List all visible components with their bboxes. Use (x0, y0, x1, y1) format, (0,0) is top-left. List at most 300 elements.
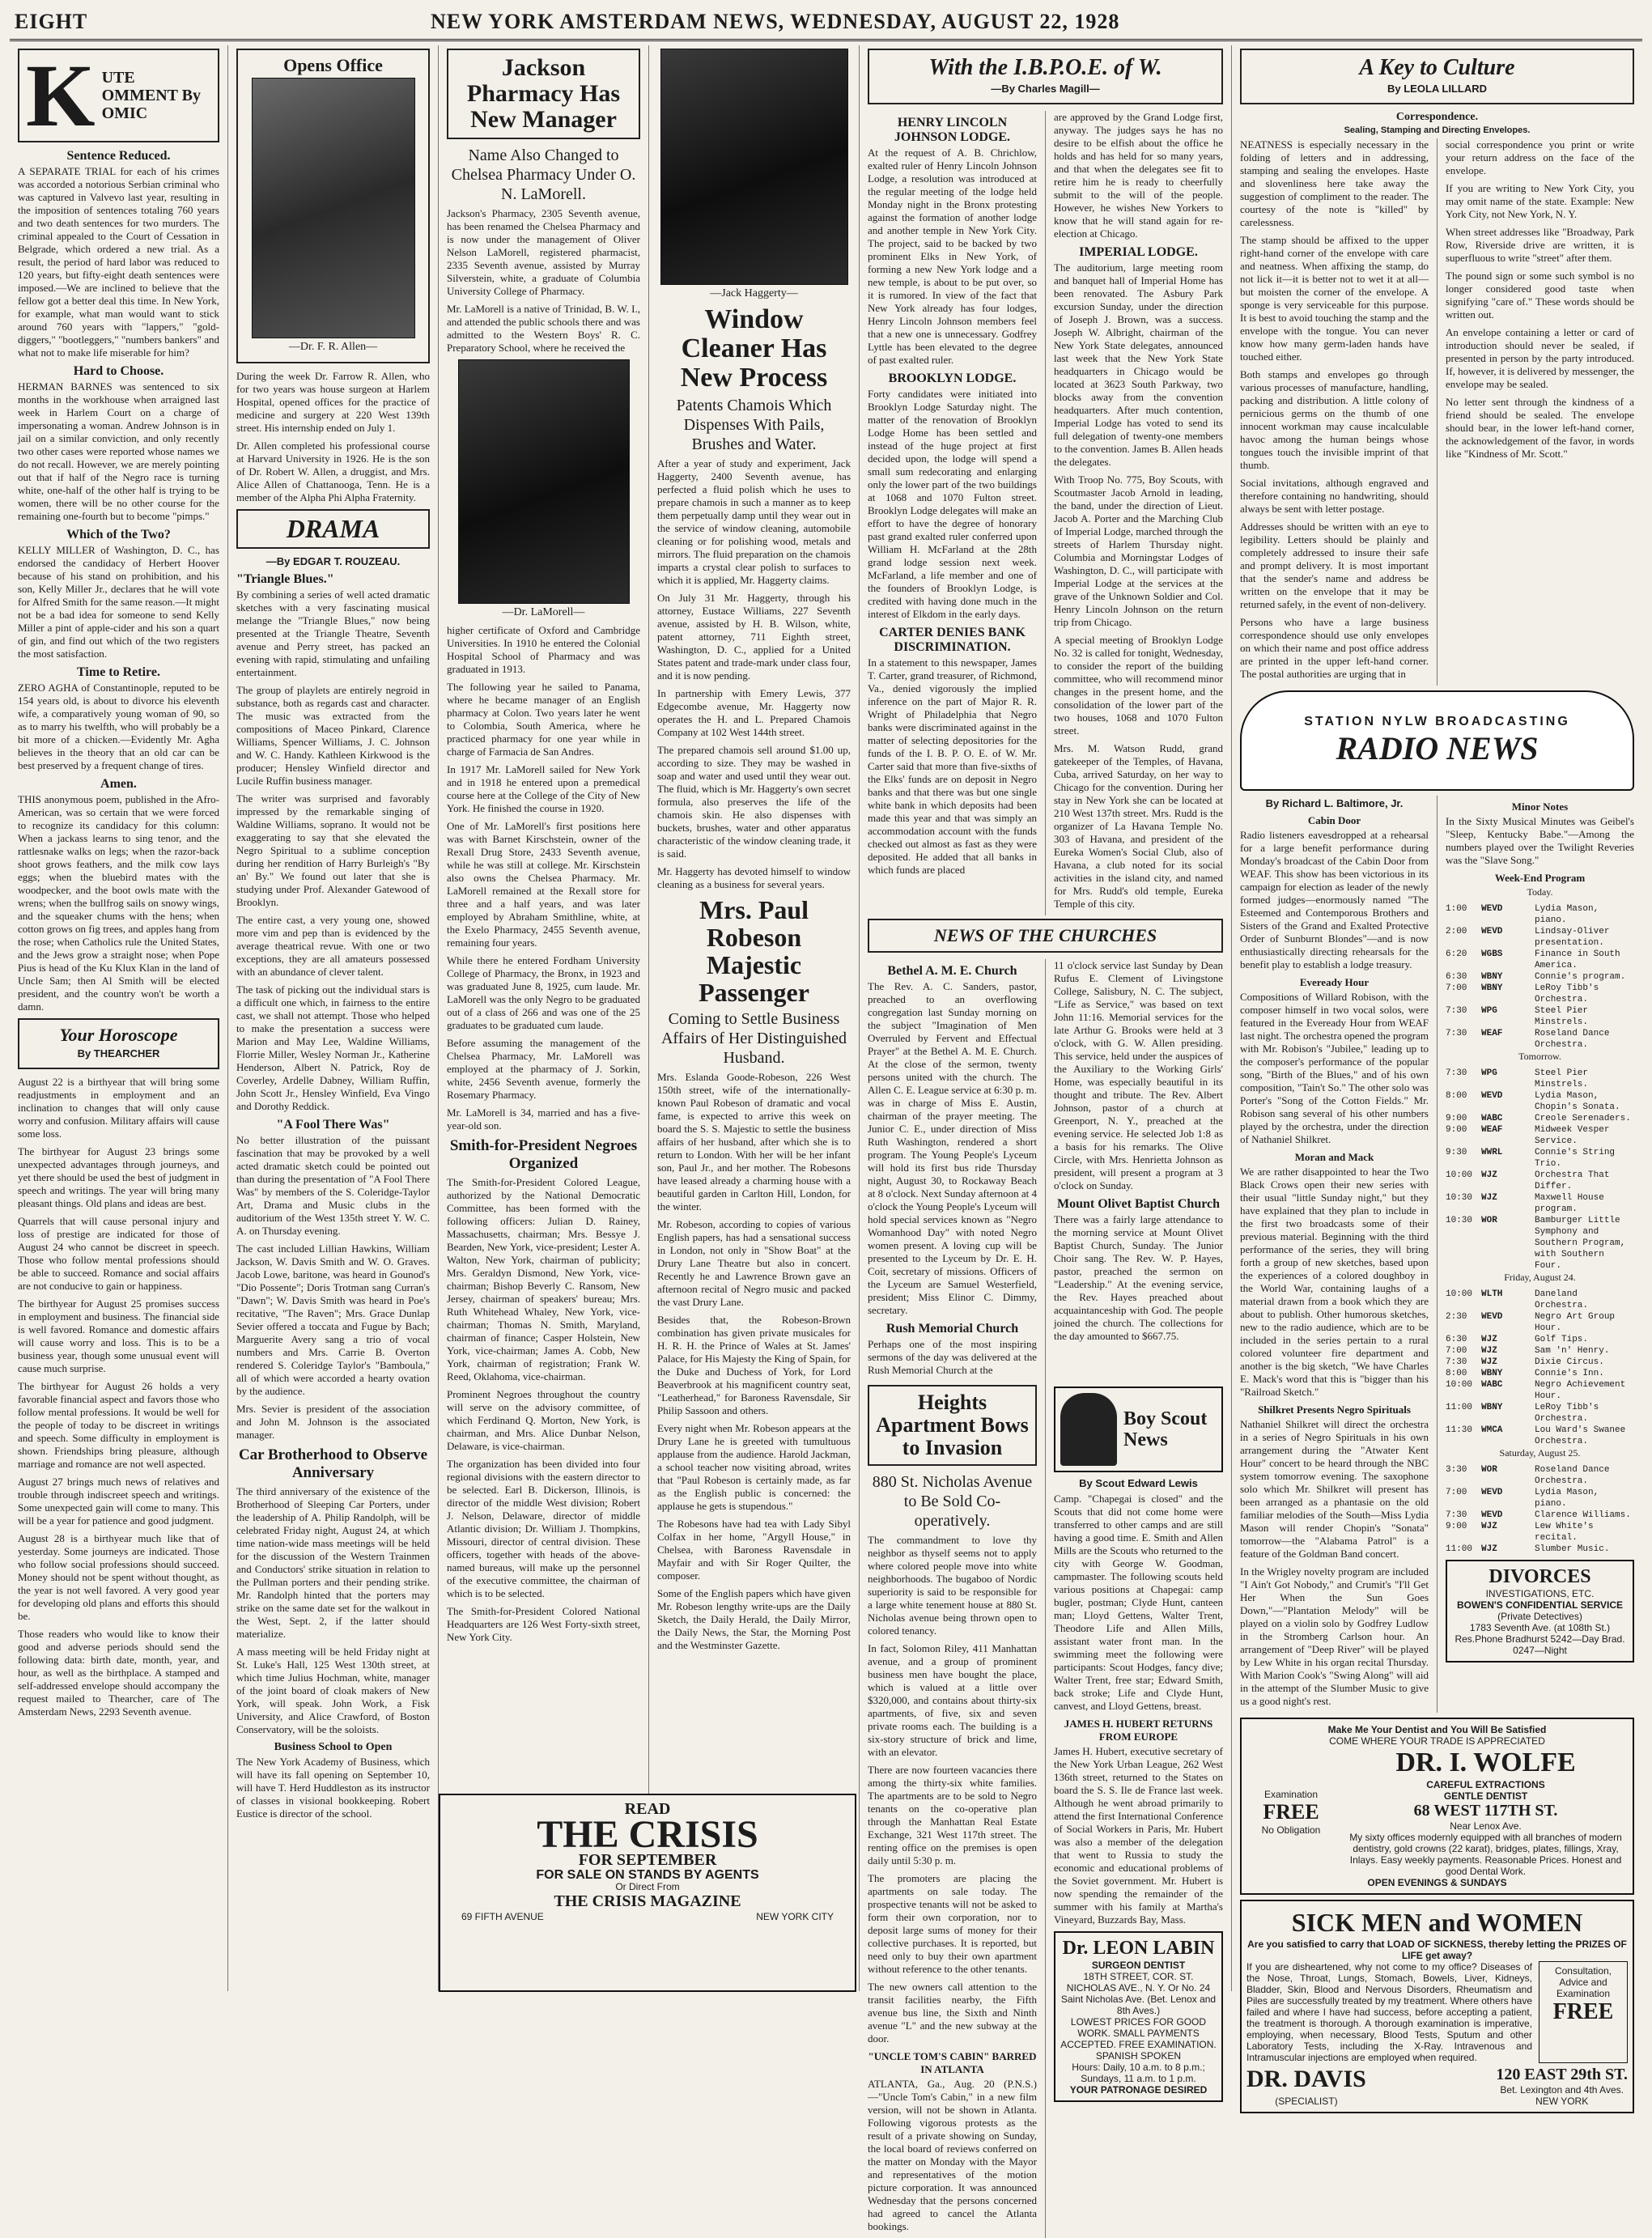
schedule-time: 10:00 (1446, 1170, 1473, 1180)
schedule-tomorrow (1446, 1068, 1634, 1272)
page-number: EIGHT (15, 10, 88, 33)
schedule-program: Maxwell House program. (1535, 1193, 1604, 1214)
schedule-program: Roseland Dance Orchestra. (1535, 1465, 1610, 1486)
column-jackson-pharmacy (439, 45, 649, 1991)
schedule-row (1446, 1170, 1634, 1192)
schedule-row (1446, 1289, 1634, 1311)
church-item-body: The Rev. A. C. Sanders, pastor, preached to an overflowing congregation last Sunday morning on the subject "Imagination of Men Overruled by Fervent and Effectual Prayer" at the Bethel A. M. E. Church. At the close of the sermon, twenty persons united with the church. The Allen C. E. League service at 6:30 p. m. was in charge of Miss E. Austin, chairman of the prayer meeting. The Junior C. E., under direction of Miss Ruth Washington, rendered a short program. The Young People's Lyceum will hold its first bus ride Thursday night, August 30, to Rockaway Beach at 8 o'clock. Next Sunday afternoon at 4 o'clock the Young People's Lyceum will hold special services known as "Negro Womanhood Day" with noted Negro women present. A loving cup will be presented to the Lyceum by Dr. E. H. Coit, secretary of missions. Officers of the Lyceum are Samuel Westerfield, president; Miss Elinor C. Dimmy, secretary. (868, 980, 1037, 1316)
jack-haggerty-caption: —Jack Haggerty— (710, 287, 798, 299)
crisis-month: FOR SEPTEMBER (578, 1851, 717, 1869)
labin-address: 18TH STREET, COR. ST. NICHOLAS AVE., N. Y. Or No. 24 Saint Nicholas Ave. (Bet. Lenox and 8th Aves.) (1060, 1971, 1217, 2016)
schedule-station: WWRL (1481, 1148, 1503, 1157)
church-item-body: Perhaps one of the most inspiring sermons of the day was delivered at the Rush Memorial Church at the (868, 1338, 1037, 1376)
horoscope-paragraph: The birthyear for August 25 promises success in employment and business. The financial side is well favored. Romance and domestic affairs will cause worry and loss. This is to be a business year, though some unusual event will cause much surprise. (18, 1297, 219, 1374)
davis-address2: Bet. Lexington and 4th Aves. (1500, 2084, 1624, 2096)
radio-news-logo (1240, 690, 1634, 791)
culture-paragraph: When street addresses like "Broadway, Park Row, Riverside drive are written, it is superfluous to write "street" after them. (1446, 226, 1634, 264)
ibpoe-item-body: A special meeting of Brooklyn Lodge No. 32 is called for tonight, Wednesday, to consider the report of the building committee, who will recommend minor changes in the present home, and the consolidation of the lower part of the two houses, 1068 and 1070 Fulton street. (1054, 634, 1223, 737)
culture-kicker-2: Sealing, Stamping and Directing Envelopes. (1344, 125, 1531, 135)
radio-columns (1240, 796, 1634, 1713)
horoscope-paragraph: Those readers who would like to know their good and adverse periods should send the following data: birth date, month, year, and hour, as well as the birthplace. A stamped and self-addressed envelope should accompany the request mailed to Thearcher, care of The Amsterdam News, 2293 Seventh avenue. (18, 1628, 219, 1718)
pharmacy-paragraph: Jackson's Pharmacy, 2305 Seventh avenue, has been renamed the Chelsea Pharmacy and is now under the management of Oliver Nelson LaMorell, registered pharmacist, 2335 Seventh avenue, assisted by Murray Silverstein, white, a graduate of Columbia University College of Pharmacy. (447, 207, 640, 297)
schedule-station: WOR (1481, 1465, 1497, 1475)
culture-title: A Key to Culture (1359, 55, 1515, 80)
drama-body-2 (236, 1134, 430, 1442)
schedule-station: WOR (1481, 1216, 1497, 1225)
schedule-time: 7:30 (1446, 1068, 1467, 1078)
schedule-row (1446, 1311, 1634, 1334)
schedule-time: 1:00 (1446, 904, 1467, 914)
weekend-title: Week-End Program (1494, 872, 1586, 884)
culture-paragraph: NEATNESS is especially necessary in the folding of letters and in addressing, stamping and sealing the envelopes. Haste and slovenliness here take away the suggestion of compliment to the reader. The courtesy of the note is "killed" by carelessness. (1240, 138, 1429, 228)
schedule-program: Lydia Mason, piano. (1535, 904, 1599, 925)
lower-columns (868, 1382, 1223, 2238)
divorces-line1: INVESTIGATIONS, ETC. (1485, 1588, 1595, 1599)
opens-office-paragraph: During the week Dr. Farrow R. Allen, who for two years was house surgeon at Harlem Hospital, opened offices for the practice of medicine and surgery at 220 West 139th street. His internship ended on July 1. (236, 370, 430, 434)
schedule-time: 7:30 (1446, 1510, 1467, 1520)
eveready-body: Compositions of Willard Robison, with the composer himself in two vocal solos, were featured in the Eveready Hour from WEAF last night. The orchestra opened the program with Mr. Robison's "Jubilee," leading up to the composer's performance of the popular song, "Birth of the Blues," and of his own composition, "Tain't So." The other solo was Porter's "Song of the Cotton Fields." Mr. Robison sang several of his other numbers played by the orchestra, under the direction of Nathaniel Shilkret. (1240, 991, 1429, 1145)
ibpoe-item-kicker: BROOKLYN LODGE. (888, 372, 1017, 385)
scout-news-header (1054, 1387, 1223, 1472)
wolfe-name: DR. I. WOLFE (1395, 1748, 1576, 1777)
pharmacy-paragraph: Mr. LaMorell is a native of Trinidad, B. W. I., and attended the public schools there and was admitted to the Western Boys' R. C. Preparatory School, where he received the (447, 303, 640, 354)
ibpoe-title: With the I.B.P.O.E. of W. (928, 55, 1162, 80)
kute-words: UTE OMMENT By OMIC (101, 69, 201, 122)
schedule-time: 7:00 (1446, 1346, 1467, 1356)
schedule-program: Orchestra That Differ. (1535, 1170, 1610, 1191)
crisis-city: NEW YORK CITY (756, 1911, 834, 1922)
heights-subhead: 880 St. Nicholas Avenue to Be Sold Co-operatively. (872, 1473, 1033, 1530)
radio-logo-text: RADIO NEWS (1336, 729, 1539, 767)
window-cleaner-paragraph: After a year of study and experiment, Jack Haggerty, 2400 Seventh avenue, has perfected a fluid polish which he uses to prepare chamois in such a manner as to keep them perpetually damp until they wear out in the service of window cleaning, automobile cleaning or for polishing wood, metals and mirrors. The fluid preparation on the chamois imparts a crystal clear polish to surfaces to which it is applied, Mr. Haggerty claims. (657, 457, 851, 586)
schedule-time: 2:30 (1446, 1312, 1467, 1322)
schedule-time: 6:30 (1446, 1335, 1467, 1344)
schedule-station: WBNY (1481, 983, 1503, 993)
churches-left (868, 959, 1037, 1382)
culture-paragraph: If you are writing to New York City, you may omit name of the state. Example: New York City, not New York, N. Y. (1446, 182, 1634, 220)
scout-body: Camp. "Chapegai is closed" and the Scouts that did not come home were transferred to other camps and are still having a good time. E. Smith and Allen Mills are the Scouts who returned to the city with George W. Goodman, campmaster. The following scouts held various positions at Chapegai: camp bugler, postman; Clyde Hunt, canteen man; Lloyd Gettens, Walter Trent, Theodore Life and Allen Mills, assistant water front man. In the swimming meet the following were participants: Scout Hodges, fancy dive; Walter Trent, free star; Edward Smith, back stroke; Life and Clyde Hunt, canvest, and Lloyd Gettens, breast. (1054, 1493, 1223, 1712)
culture-columns (1240, 138, 1634, 686)
labin-hours: Hours: Daily, 10 a.m. to 8 p.m.; Sundays, 11 a.m. to 1 p.m. (1072, 2062, 1205, 2084)
crisis-title: THE CRISIS (537, 1813, 758, 1856)
schedule-row (1446, 1124, 1634, 1147)
heights-headline-box (868, 1385, 1037, 1466)
column-key-to-culture (1232, 45, 1642, 2107)
drama-header (236, 509, 430, 549)
schedule-station: WJZ (1481, 1170, 1497, 1180)
pharmacy-paragraph: One of Mr. LaMorell's first positions here was with Barnet Kirschstein, owner of the Rexall Drug Store, 2433 Seventh avenue, while he was still at college. Mr. Kirschstein also owns the Chelsea Pharmacy. Mr. LaMorell remained at the Rexall store for three and a half years, and was later employed by Abraham Smithline, white, at the Exelo Pharmacy, 2455 Seventh avenue, remaining four years. (447, 820, 640, 949)
ibpoe-item-body: At the request of A. B. Chrichlow, exalted ruler of Henry Lincoln Johnson Lodge, a resolution was introduced at the regular meeting of the lodge held Monday night in the Bronx protesting against the formation of another lodge and another temple in New York City. The project, said to be backed by two prominent Elks in New York, of forming a new New York lodge and a new temple, is about to be put over, so it is rumored. In view of the fact that New York already has four lodges, Henry Lincoln Johnson members feel that a new one is unnecessary. Godfrey Lyttle has been elevated to the degree of past exalted ruler. (868, 147, 1037, 366)
friday-label: Friday, August 24. (1504, 1272, 1576, 1283)
culture-byline: By LEOLA LILLARD (1387, 83, 1487, 95)
opens-office-title: Opens Office (283, 55, 383, 75)
schedule-station: WEVD (1481, 1488, 1503, 1497)
divorces-line4: 1783 Seventh Ave. (at 108th St.) (1469, 1622, 1611, 1633)
horoscope-paragraph: The birthyear for August 26 holds a very favorable financial aspect and favors those who follow mental professions. It would be well for the people of today to be discreet in writings and speech. Some difficulty in employment is shown. Friendships bring pleasure, although marriage and romance are not well aspected. (18, 1380, 219, 1470)
scout-byline: By Scout Edward Lewis (1079, 1477, 1198, 1489)
schedule-station: WPG (1481, 1006, 1497, 1016)
schedule-station: WEAF (1481, 1029, 1503, 1038)
crisis-read: READ (624, 1800, 671, 1818)
schedule-row (1446, 1368, 1634, 1379)
schedule-row (1446, 1402, 1634, 1425)
davis-name: DR. DAVIS (1246, 2066, 1366, 2092)
davis-box2: FREE (1552, 1999, 1614, 2024)
schedule-station: WEVD (1481, 1510, 1503, 1520)
kute-item-headline: Time to Retire. (77, 665, 160, 679)
newspaper-title: NEW YORK AMSTERDAM NEWS, WEDNESDAY, AUGUST 22, 1928 (431, 10, 1120, 33)
ibpoe-item-body: In a statement to this newspaper, James T. Carter, grand treasurer, of Richmond, Va., denied vigorously the implied inference on the part of Major R. R. Wright of Philadelphia that Negro banks were discriminated against in the matter of selecting depositories for the funds of the I. B. P. O. E. of W. Mr. Carter said that more than five-sixths of the Elks' funds are on deposit in Negro banks and that there was but one single white bank in which deposits had been made this year and that was simply an accommodation account with the funds checked out almost as fast as they were deposited. He added that all banks in which funds are placed (868, 656, 1037, 876)
wolfe-exam1: Examination (1263, 1788, 1319, 1800)
saturday-label: Saturday, August 25. (1499, 1447, 1581, 1459)
schedule-time: 2:00 (1446, 927, 1467, 936)
schedule-program: Steel Pier Minstrels. (1535, 1068, 1589, 1089)
horoscope-header (18, 1018, 219, 1069)
schedule-program: Connie's Inn. (1535, 1369, 1604, 1378)
culture-left (1240, 138, 1429, 686)
minor-notes-body: In the Sixty Musical Minutes was Geibel's "Sleep, Kentucky Babe."—Among the numbers played over the Twilight Reveries was the "Slave Song." (1446, 815, 1634, 866)
schedule-time: 10:30 (1446, 1193, 1473, 1203)
minor-notes-title: Minor Notes (1511, 800, 1569, 813)
robeson-headline: Mrs. Paul Robeson Majestic Passenger (699, 895, 809, 1007)
window-cleaner-paragraph: On July 31 Mr. Haggerty, through his attorney, Eustace Williams, 227 Seventh avenue, assisted by H. B. Wilson, white, patent attorney, 711 Eighth street, Washington, D. C., applied for a United States patent and trade-mark under class four, and it is now pending. (657, 592, 851, 682)
ibpoe-item-body: are approved by the Grand Lodge first, anyway. The judges says he has no desire to be elfish about the office he holds and has held for so many years, and that when the delegates see fit to retire him he is ready to cheerfully submit to the will of the people. However, he wishes New Yorkers to know that he will stand again for re-election at Chicago. (1054, 111, 1223, 240)
schedule-time: 7:30 (1446, 1006, 1467, 1016)
drama-title: DRAMA (286, 514, 380, 543)
car-brotherhood-headline: Car Brotherhood to Observe Anniversary (238, 1446, 428, 1481)
schedule-program: Negro Achievement Hour. (1535, 1380, 1626, 1401)
wolfe-main (1246, 1747, 1628, 1877)
kute-item-headline: Sentence Reduced. (66, 149, 171, 163)
opens-office-paragraph: Dr. Allen completed his professional course at Harvard University in 1926. He is the son of Dr. Robert W. Allen, a druggist, and Mrs. Alice Allen of Chattanooga, Tenn. He is a member of the Alpha Phi Alpha Fraternity. (236, 440, 430, 503)
schedule-time: 10:30 (1446, 1216, 1473, 1225)
robeson-paragraph: Besides that, the Robeson-Brown combination has given private musicales for H. R. H. the Prince of Wales at St. James' Palace, for His Majesty the King of Spain, for the Duke and Duchess of York, for Lord Beaverbrook at his magnificent country seat, "Leatherhead," for Baroness Ravensdale, Sir Philip Sassoon and others. (657, 1314, 851, 1416)
ibpoe-left (868, 111, 1037, 915)
horoscope-body (18, 1076, 219, 1718)
schedule-program: Sam 'n' Henry. (1535, 1346, 1610, 1356)
schedule-time: 8:00 (1446, 1091, 1467, 1101)
dr-lamorell-photo (458, 359, 630, 604)
church-item-body: There was a fairly large attendance to the morning service at Mount Olivet Baptist Church, Sunday. The Junior Choir sang. The Rev. W. P. Hayes, pastor, preached the sermon on "Leadership." At the evening service, the Rev. Hayes preached about acquaintanceship with God. The people joined the church. The collections for the day amounted to $667.75. (1054, 1213, 1223, 1342)
church-item-kicker: Mount Olivet Baptist Church (1056, 1197, 1221, 1211)
pharmacy-paragraph: The following year he sailed to Panama, where he became manager of an English pharmacy at Colon. Two years later he went to Colombia, South America, where he practiced pharmacy for one year while in charge of Farmacia de San Andres. (447, 681, 640, 758)
schedule-row (1446, 1005, 1634, 1028)
schedule-time: 11:00 (1446, 1544, 1473, 1554)
heights-body (868, 1534, 1037, 2045)
column-kute-komment (10, 45, 228, 1991)
kute-item-body: KELLY MILLER of Washington, D. C., has endorsed the candidacy of Herbert Hoover because of his stand on prohibition, and his son, Kelly Miller Jr., declares that he will vote for Alfred Smith for the same reason.—It might not be a bad idea for someone to send Kelly Miller a pint of apple-cider and his son a quart of gin, and find out which of the two registers the most satisfaction. (18, 544, 219, 660)
wolfe-exam2: FREE (1263, 1799, 1319, 1824)
kute-item-headline: Amen. (100, 777, 137, 791)
shilkret-kicker: Shilkret Presents Negro Spirituals (1258, 1404, 1411, 1416)
culture-paragraph: The pound sign or some such symbol is no longer considered good taste when signifying "care of." These words should be written out. (1446, 270, 1634, 321)
schedule-program: Negro Art Group Hour. (1535, 1312, 1616, 1333)
ibpoe-right (1045, 111, 1223, 915)
crisis-line2: Or Direct From (615, 1881, 680, 1892)
schedule-row (1446, 1147, 1634, 1170)
schedule-station: WMCA (1481, 1425, 1503, 1435)
wolfe-footer: OPEN EVENINGS & SUNDAYS (1367, 1877, 1507, 1888)
smith-body (447, 1176, 640, 1644)
schedule-row (1446, 1192, 1634, 1215)
schedule-program: Bamburger Little Symphony and Southern Program, with Southern Four. (1535, 1216, 1626, 1271)
drama-paragraph: The entire cast, a very young one, showed more vim and pep than is evidenced by the average theatrical revue. With one or two exceptions, they are all amateurs possessed with an abundance of clever talent. (236, 914, 430, 978)
robeson-paragraph: Mr. Robeson, according to copies of various English papers, has had a sensational success in London, not only in "Show Boat" at the Drury Lane Theatre but also in concert. Recently he and Lawrence Brown gave an afternoon recital of Negro music and packed the vast Drury Lane. (657, 1218, 851, 1308)
window-cleaner-headline: Window Cleaner Has New Process (680, 304, 828, 393)
schedule-program: Connie's String Trio. (1535, 1148, 1616, 1169)
pharmacy-paragraph: Before assuming the management of the Chelsea Pharmacy, Mr. LaMorell was employed at the pharmacy of J. Sorkin, white, 2456 Seventh avenue, formerly the Rosemary Pharmacy. (447, 1037, 640, 1101)
heights-paragraph: There are now fourteen vacancies there among the thirty-six white families. The apartments are to be sold to Negro tenants on the co-operative plan through the Manhattan Real Estate Exchange, 321 West 117th street. The renting office on the premises is open daily until 5:30 p. m. (868, 1764, 1037, 1866)
window-cleaner-subhead: Patents Chamois Which Dispenses With Pails, Brushes and Water. (676, 397, 832, 453)
schedule-program: Lou Ward's Swanee Orchestra. (1535, 1425, 1626, 1446)
schedule-station: WBNY (1481, 1403, 1503, 1412)
schedule-station: WEVD (1481, 927, 1503, 936)
divorces-ad (1446, 1560, 1634, 1663)
dr-allen-caption: —Dr. F. R. Allen— (288, 341, 378, 353)
kute-item-body: HERMAN BARNES was sentenced to six months in the workhouse when arraigned last week in Harlem Court on a charge of impersonating a woman. Andrew Johnson is in jail on a similar conviction, and only recently two other cases were reported whose names we do not recall. However, we are merely pointing out that if half of the Negro race is turning white, one-half of the other half is trying to be women, there will be no other course for the remaining one-fourth but to become "pimps." (18, 380, 219, 522)
wolfe-exam3: No Obligation (1261, 1824, 1321, 1836)
ibpoe-item-kicker: HENRY LINCOLN JOHNSON LODGE. (894, 116, 1011, 144)
horoscope-byline: By THEARCHER (77, 1047, 160, 1060)
schedule-station: WLTH (1481, 1289, 1503, 1299)
smith-paragraph: Prominent Negroes throughout the country will serve on the advisory committee, of which Ferdinand Q. Morton, New York, is chairman, and Mrs. Alice Dunbar Nelson, Delaware, is vice-chairman. (447, 1388, 640, 1452)
scout-figure (1060, 1393, 1117, 1466)
horoscope-paragraph: August 27 brings much news of relatives and trouble through indiscreet speech and writings. Some unexpected gain will come to many. This will be a year for patience and good judgment. (18, 1476, 219, 1527)
davis-main (1246, 1961, 1628, 2063)
schedule-station: WBNY (1481, 972, 1503, 982)
drama-kicker: "Triangle Blues." (236, 572, 334, 586)
schedule-program: LeRoy Tibb's Orchestra. (1535, 1403, 1599, 1424)
culture-right (1437, 138, 1634, 686)
labin-role: SURGEON DENTIST (1091, 1960, 1186, 1971)
heights-headline: Heights Apartment Bows to Invasion (876, 1391, 1029, 1459)
davis-title: SICK MEN and WOMEN (1291, 1908, 1583, 1937)
radio-byline: By Richard L. Baltimore, Jr. (1265, 797, 1404, 809)
divorces-line2: BOWEN'S CONFIDENTIAL SERVICE (1456, 1599, 1624, 1611)
ibpoe-byline: —By Charles Magill— (991, 83, 1100, 95)
schedule-program: Lydia Mason, Chopin's Sonata. (1535, 1091, 1620, 1112)
smith-paragraph: The organization has been divided into four regional divisions with the eastern director to be selected. Earl B. Dickerson, Illinois, is director of the middle West division; Robert J. Nelson, Delaware, director of middle Atlantic division; Dr. William J. Thompkins, Missouri, director of central division. These officers, together with heads of the above-named bureaus, will make up the personnel of the executive committee, the chairman of which is to be selected. (447, 1458, 640, 1599)
davis-address: 120 EAST 29th ST. (1496, 2066, 1628, 2083)
robeson-paragraph: The Robesons have had tea with Lady Sibyl Colfax in her home, "Argyll House," in Chelsea, with Baroness Ravensdale in Mayfair and with Sir Roger Quilter, the composer. (657, 1518, 851, 1582)
davis-ad (1240, 1900, 1634, 2113)
crisis-magazine: THE CRISIS MAGAZINE (554, 1892, 741, 1910)
schedule-station: WGBS (1481, 949, 1503, 959)
schedule-time: 11:00 (1446, 1403, 1473, 1412)
radio-logo-top: STATION NYLW BROADCASTING (1304, 714, 1570, 728)
schedule-program: Lydia Mason, piano. (1535, 1488, 1599, 1509)
schedule-station: WEAF (1481, 1125, 1503, 1135)
schedule-program: Creole Serenaders. (1535, 1114, 1631, 1123)
wolfe-address: 68 WEST 117TH ST. (1413, 1802, 1558, 1820)
divorces-line3: (Private Detectives) (1497, 1611, 1582, 1622)
churches-title: NEWS OF THE CHURCHES (933, 925, 1157, 945)
schedule-program: Roseland Dance Orchestra. (1535, 1029, 1610, 1050)
schedule-row (1446, 983, 1634, 1005)
car-paragraph: The third anniversary of the existence of the Brotherhood of Sleeping Car Porters, under the leadership of A. Philip Randolph, will be celebrated Friday night, August 24, at which time nation-wide mass meetings will be held for the discussion of the Western Trainmen and Conductors' strike situation in relation to the Pullman porters and their pending strike. Mr. Randolph hinted that the porters may strike on the same date set for the walkout in the West, Sept. 2, if the latter should materialize. (236, 1485, 430, 1640)
davis-name-block (1246, 2063, 1366, 2107)
schedule-time: 7:30 (1446, 1029, 1467, 1038)
culture-paragraph: social correspondence you print or write your return address on the face of the envelope. (1446, 138, 1634, 176)
davis-footer (1246, 2063, 1628, 2107)
schedule-time: 7:00 (1446, 1488, 1467, 1497)
schedule-station: WJZ (1481, 1193, 1497, 1203)
masthead (10, 6, 1642, 41)
moran-kicker: Moran and Mack (1294, 1151, 1374, 1163)
davis-intro: Are you satisfied to carry that LOAD OF SICKNESS, thereby letting the PRIZES OF LIFE get away? (1247, 1939, 1627, 1961)
robeson-paragraph: Mrs. Eslanda Goode-Robeson, 226 West 150th street, wife of the internationally-known Paul Robeson of dramatic and vocal fame, is expected to arrive this week on board the S. S. Majestic to settle the business affairs of her husband, after which she is to return to London. With her will be her infant son, Paul Jr., and her mother. The Robesons have leased already a charming house with a beautiful garden in Carlton Hill, London, for the winter. (657, 1071, 851, 1212)
drama-paragraph: The writer was surprised and favorably impressed by the remarkable singing of Waldine Williams, soprano. It would not be exaggerating to say that she elevated the Negro Spiritual to a sublime conception during her rendition of Harry Burleigh's "By an' By." We found out later that she is studying under Prof. Alexander Gatewood of Brooklyn. (236, 792, 430, 908)
ibpoe-columns (868, 111, 1223, 915)
jack-haggerty-photo (660, 49, 848, 285)
business-school-headline: Business School to Open (274, 1741, 393, 1753)
window-cleaner-paragraph: Mr. Haggerty has devoted himself to window cleaning as a business for several years. (657, 865, 851, 890)
cabin-kicker: Cabin Door (1307, 814, 1361, 826)
kute-initial: K (26, 46, 96, 145)
schedule-station: WBNY (1481, 1369, 1503, 1378)
schedule-time: 3:30 (1446, 1465, 1467, 1475)
crisis-line1: FOR SALE ON STANDS BY AGENTS (536, 1868, 759, 1882)
crisis-street: 69 FIFTH AVENUE (461, 1911, 544, 1922)
davis-spec: (SPECIALIST) (1275, 2096, 1338, 2107)
pharmacy-paragraph: higher certificate of Oxford and Cambridge Universities. In 1910 he entered the Colonial Hospital School of Pharmacy and was graduated in 1913. (447, 624, 640, 675)
wrigley-body: In the Wrigley novelty program are included "I Ain't Got Nobody," and Crumit's "I'll Get Her When the Sun Goes Down,"—"Plantation Melody" will be played on a violin solo by Godfrey Ludlow in the Stromberg Carlson hour. An arrangement of "Deep River" will be played by Lew White in his organ recital Thursday. With Marion Cook's "Swing Along" will aid in the attempt of the Slumber Music to give us a good night's rest. (1240, 1565, 1429, 1707)
church-item-kicker: Rush Memorial Church (885, 1322, 1019, 1336)
robeson-body (657, 1071, 851, 1652)
schedule-saturday (1446, 1464, 1634, 1555)
labin-ad (1054, 1931, 1223, 2102)
kute-item-body: A SEPARATE TRIAL for each of his crimes was accorded a notorious Serbian criminal who was captured in Valvevo last year, resulting in the imposition of sentences totaling 760 years and two death sentences for two murders. The criminal appealed to the Court of Cessation in Belgrade, which ordered a new trial. As a result, the period of hard labor was reduced to 120 years, but fifty-eight death sentences were imposed.—We are inclined to believe that the fellow got a better deal this time. In New York, for example, what man would want to stick around 760 years with "lappers," "gold-diggers," "bootleggers," "numbers bankers" and what not to make life miserable for him? (18, 165, 219, 359)
ibpoe-item-kicker: CARTER DENIES BANK DISCRIMINATION. (879, 626, 1026, 654)
davis-box1: Consultation, Advice and Examination (1554, 1965, 1612, 1999)
schedule-program: Daneland Orchestra. (1535, 1289, 1589, 1310)
ibpoe-header (868, 49, 1223, 104)
churches-right (1045, 959, 1223, 1382)
culture-kicker: Correspondence. (1395, 111, 1479, 123)
church-item-kicker: Bethel A. M. E. Church (887, 964, 1017, 978)
heights-article (868, 1382, 1037, 2238)
drama-paragraph: No better illustration of the puissant fascination that may be provoked by a well acted dramatic sketch could be pointed out than during the presentation of "A Fool There Was" by members of the S. Coleridge-Taylor Art, Drama and Music clubs in the auditorium of the West 135th street Y. W. C. A. on Thursday evening. (236, 1134, 430, 1237)
schedule-station: WABC (1481, 1114, 1503, 1123)
schedule-row (1446, 971, 1634, 983)
ibpoe-item-body: With Troop No. 775, Boy Scouts, with Scoutmaster Jacob Arnold in leading, the band, under the direction of Lieut. Jacob A. Porter and the Marching Club of Imperial Lodge, marched through the streets of Harlem Thursday night. Columbia and Morningstar Lodges of Washington, D. C., will participate with Imperial Lodge at the services at the grave of the Unknown Soldier and Col. Henry Lincoln Johnson on the return trip from Chicago. (1054, 474, 1223, 628)
column-opens-office (228, 45, 439, 1991)
schedule-time: 10:00 (1446, 1289, 1473, 1299)
cabin-body: Radio listeners eavesdropped at a rehearsal for a large benefit performance during Monday's broadcast of the Cabin Door from WEAF. This show has been victorious in its campaign for election as leader of the newly formed judges—enormously named "The Esteemed and Contemporous Brothers and Sisters of the Grand and Exalted Protective Order of Sunburnt Blondes"—and is now enthusiastically directing rehearsals for the benefit play to establish a lodge treasury. (1240, 829, 1429, 970)
dr-lamorell-caption: —Dr. LaMorell— (502, 606, 585, 618)
pharmacy-subhead: Name Also Changed to Chelsea Pharmacy Under O. N. LaMorell. (451, 147, 636, 203)
schedule-program: Finance in South America. (1535, 949, 1620, 970)
schedule-time: 8:00 (1446, 1369, 1467, 1378)
wolfe-near: Near Lenox Ave. (1450, 1820, 1522, 1832)
schedule-time: 9:00 (1446, 1522, 1467, 1531)
divorces-title: DIVORCES (1488, 1566, 1591, 1587)
pharmacy-paragraph: Mr. LaMorell is 34, married and has a five-year-old son. (447, 1106, 640, 1132)
schedule-program: Steel Pier Minstrels. (1535, 1006, 1589, 1027)
wolfe-top: Make Me Your Dentist and You Will Be Satisfied (1327, 1724, 1547, 1735)
schedule-station: WJZ (1481, 1357, 1497, 1367)
schedule-station: WJZ (1481, 1544, 1497, 1554)
schedule-row (1446, 1487, 1634, 1510)
culture-paragraph: Persons who have a large business correspondence should use only envelopes on which their name and post office address are printed in the upper left-hand corner. The postal authorities are urging that in (1240, 616, 1429, 680)
drama-kicker-2: "A Fool There Was" (276, 1118, 390, 1132)
window-cleaner-body (657, 457, 851, 891)
culture-paragraph: Both stamps and envelopes go through various processes of manufacture, handling, packing and distribution. A little colony of pernicious germs on the thumb of one innocent workman may cause incalculable havoc among the human beings whose tongues touch the invisible imprint of that thumb. (1240, 368, 1429, 471)
uncle-tom-body: ATLANTA, Ga., Aug. 20 (P.N.S.)—"Uncle Tom's Cabin," in a new film version, will not be shown in Atlanta. Following vigorous protests as the result of a private showing on Sunday, the local board of reviews conferred on the matter on Monday with the Mayor and representatives of the motion picture corporation. It was announced Wednesday that the persons concerned had agreed to cancel the Atlanta bookings. (868, 2078, 1037, 2232)
schedule-station: WPG (1481, 1068, 1497, 1078)
schedule-friday (1446, 1289, 1634, 1447)
labin-tagline: YOUR PATRONAGE DESIRED (1069, 2084, 1208, 2096)
robeson-paragraph: Every night when Mr. Robeson appears at the Drury Lane he is greeted with tumultuous applause from the audience. Harold Jackman, a school teacher now visiting abroad, writes that "Paul Robeson is certainly made, as far as the English public is concerned: the applause he gets is stupendous." (657, 1422, 851, 1512)
schedule-station: WEVD (1481, 904, 1503, 914)
dr-allen-photo (252, 78, 415, 338)
schedule-program: Connie's program. (1535, 972, 1626, 982)
pharmacy-body (447, 207, 640, 355)
wolfe-text (1344, 1747, 1628, 1877)
culture-paragraph: Addresses should be written with an eye to legibility. Letters should be plainly and completely addressed to insure their safe and prompt delivery. It is most important that the sender's name and address be written on the envelope that it may be returned safely, in the event of non-delivery. (1240, 520, 1429, 610)
schedule-program: Dixie Circus. (1535, 1357, 1604, 1367)
davis-address-block (1496, 2066, 1628, 2107)
hubert-headline: JAMES H. HUBERT RETURNS FROM EUROPE (1064, 1718, 1213, 1743)
opens-office-box (236, 49, 430, 363)
pharmacy-paragraph: In 1917 Mr. LaMorell sailed for New York and in 1918 he entered upon a premedical course here at the College of the City of New York. He finished the course in 1920. (447, 763, 640, 814)
schedule-time: 6:30 (1446, 972, 1467, 982)
schedule-row (1446, 1357, 1634, 1368)
drama-paragraph: By combining a series of well acted dramatic sketches with a very fascinating musical melange the "Triangle Blues," now being presented at the Triangle Theatre, Seventh avenue and Perry street, has packed an evening with rapid, stimulating and unfailing entertainment. (236, 588, 430, 678)
horoscope-paragraph: August 28 is a birthyear much like that of yesterday. Some journeys are indicated. Those who follow social professions should succeed. Money should not be spent without thought, as the year is not well favored. A very good year for developing old plans and efforts this should be. (18, 1532, 219, 1622)
smith-paragraph: The Smith-for-President Colored National Headquarters are 126 West Forty-sixth street, New York City. (447, 1605, 640, 1643)
eveready-kicker: Eveready Hour (1299, 976, 1370, 988)
radio-right (1437, 796, 1634, 1713)
schedule-time: 7:30 (1446, 1357, 1467, 1367)
robeson-subhead: Coming to Settle Business Affairs of Her Distinguished Husband. (660, 1010, 847, 1067)
heights-paragraph: The commandment to love thy neighbor as thyself seems not to apply where colored people move into white neighborhoods. The bugaboo of Nordic superiority is said to be responsible for a large white tenement house at 880 St. Nicholas avenue being thrown open to colored tenancy. (868, 1534, 1037, 1637)
horoscope-paragraph: August 22 is a birthyear that will bring some readjustments in employment and an inclination to changes that will only cause worry and confusion. Military affairs will cause some loss. (18, 1076, 219, 1140)
column-window-cleaner (649, 45, 860, 1991)
today-label: Today. (1527, 886, 1553, 898)
kute-item-headline: Which of the Two? (66, 528, 171, 541)
ibpoe-item-body: The auditorium, large meeting room and banquet hall of Imperial Home has been renovated. The Asbury Park excursion Sunday, under the direction of Joseph J. Brown, was a success. Joseph W. Albright, chairman of the New York State delegates, announced last week that the New York State headquarters in Chicago would be located at 3623 South Parkway, two blocks away from the convention headquarters. After much contention, Imperial Lodge has voted to send its full delegation of twenty-one members to the convention. James B. Allen heads the delegates. (1054, 261, 1223, 468)
schedule-station: WEVD (1481, 1091, 1503, 1101)
davis-body: If you are disheartened, why not come to my office? Diseases of the Nose, Throat, Lungs, Stomach, Bowels, Liver, Kidneys, Bladder, Skin, Blood and Nervous Disorders, Rheumatism and Piles are successfully treated by my treatment. Where others have failed and where I have had success, before accepting a patient, the treatment is thorough. A thorough examination is imperative, employing, when necessary, Blood Tests, Sputum and other Laboratory Tests, including the X-Ray. Intravenous and Intramuscular injections are employed when required. (1246, 1961, 1532, 2063)
schedule-row (1446, 1379, 1634, 1402)
horoscope-paragraph: The birthyear for August 23 brings some unexpected advantages through journeys, and yet there should be used the best of judgment in speech and writings. The year will bring many pleasant things. Old plans and ideas are best. (18, 1145, 219, 1209)
schedule-row (1446, 1113, 1634, 1124)
wolfe-line2: GENTLE DENTIST (1443, 1790, 1528, 1802)
schedule-station: WEVD (1481, 1312, 1503, 1322)
schedule-time: 11:30 (1446, 1425, 1473, 1435)
schedule-time: 6:20 (1446, 949, 1467, 959)
ibpoe-item-body: Mrs. M. Watson Rudd, grand gatekeeper of the Temples, of Havana, Cuba, arrived Saturday, on her way to Chicago for the convention. During her stay in New York she can be located at 210 West 137th street. Mrs. Rudd is the organizer of La Havana Temple No. 303 of Havana, and president of the Eureka Women's Social Club, also of Havana, a club noted for its social activities in the island city, and named for Mrs. Rudd's old temple, Eureka Temple of this city. (1054, 742, 1223, 910)
labin-offer: LOWEST PRICES FOR GOOD WORK. SMALL PAYMENTS ACCEPTED. FREE EXAMINATION. SPANISH SPOKEN (1060, 2016, 1217, 2062)
wolfe-body: My sixty offices modernly equipped with all branches of modern dentistry, gold crowns (22 karat), bridges, plates, fillings, Xray, Inlays. Easy weekly payments. Reasonable Prices. Honest and good Dental Work. (1349, 1832, 1622, 1877)
pharmacy-paragraph: While there he entered Fordham University College of Pharmacy, the Bronx, in 1923 and was graduated June 8, 1925, cum laude. Mr. LaMorell was the only Negro to be graduated out of a class of 266 and was one of the 25 graduates to be graduated cum laude. (447, 954, 640, 1031)
schedule-row (1446, 1334, 1634, 1345)
crisis-address (445, 1911, 850, 1922)
schedule-program: Lindsay-Oliver presentation. (1535, 927, 1610, 948)
wolfe-line1: CAREFUL EXTRACTIONS (1426, 1779, 1545, 1790)
car-paragraph: A mass meeting will be held Friday night at St. Luke's Hall, 125 West 130th street, at which time Julius Hochman, white, manager of the joint board of cloak makers of New York, will speak. John Work, a Fisk University, and Alice Crawford, of Boston Conservatory, will be the soloists. (236, 1646, 430, 1735)
scout-news-title: Boy Scout News (1123, 1408, 1208, 1450)
schedule-row (1446, 1068, 1634, 1090)
pharmacy-headline-box (447, 49, 640, 139)
heights-paragraph: The promoters are placing the apartments on sale today. The prospective tenants will not be asked to form their own corporation, nor to deposit large sums of money for their collective purchases. It is reported, but need only to buy their own apartment without reference to the other tenants. (868, 1872, 1037, 1975)
drama-paragraph: The group of playlets are entirely negroid in substance, both as regards cast and character. The music was extracted from the compositions of Maceo Pinkard, Clarence Williams, Spencer Williams, J. C. Johnson and W. C. Handy. Kathleen Kirkwood is the producer; Hensley Winfield director and Lucile Ruffin business manager. (236, 684, 430, 787)
culture-paragraph: An envelope containing a letter or card of introduction should never be sealed, if presented in person by the party introduced. If, however, it is delivered by messenger, the envelope may be sealed. (1446, 326, 1634, 390)
hubert-body: James H. Hubert, executive secretary of the New York Urban League, 262 West 136th street, returned to the States on board the S. S. Ile de France last week. Although he went abroad primarily to attend the first International Conference of Social Workers in Paris, Mr. Hubert was also a member of the delegation that went to Russia to study the economic and educational problems of the Soviet government. Mr. Hubert is now spending the remainder of the summer with his family at Martha's Vineyard, Buzzards Bay, Mass. (1054, 1745, 1223, 1926)
churches-header (868, 919, 1223, 953)
uncle-tom-headline: "UNCLE TOM'S CABIN" BARRED IN ATLANTA (868, 2050, 1037, 2075)
